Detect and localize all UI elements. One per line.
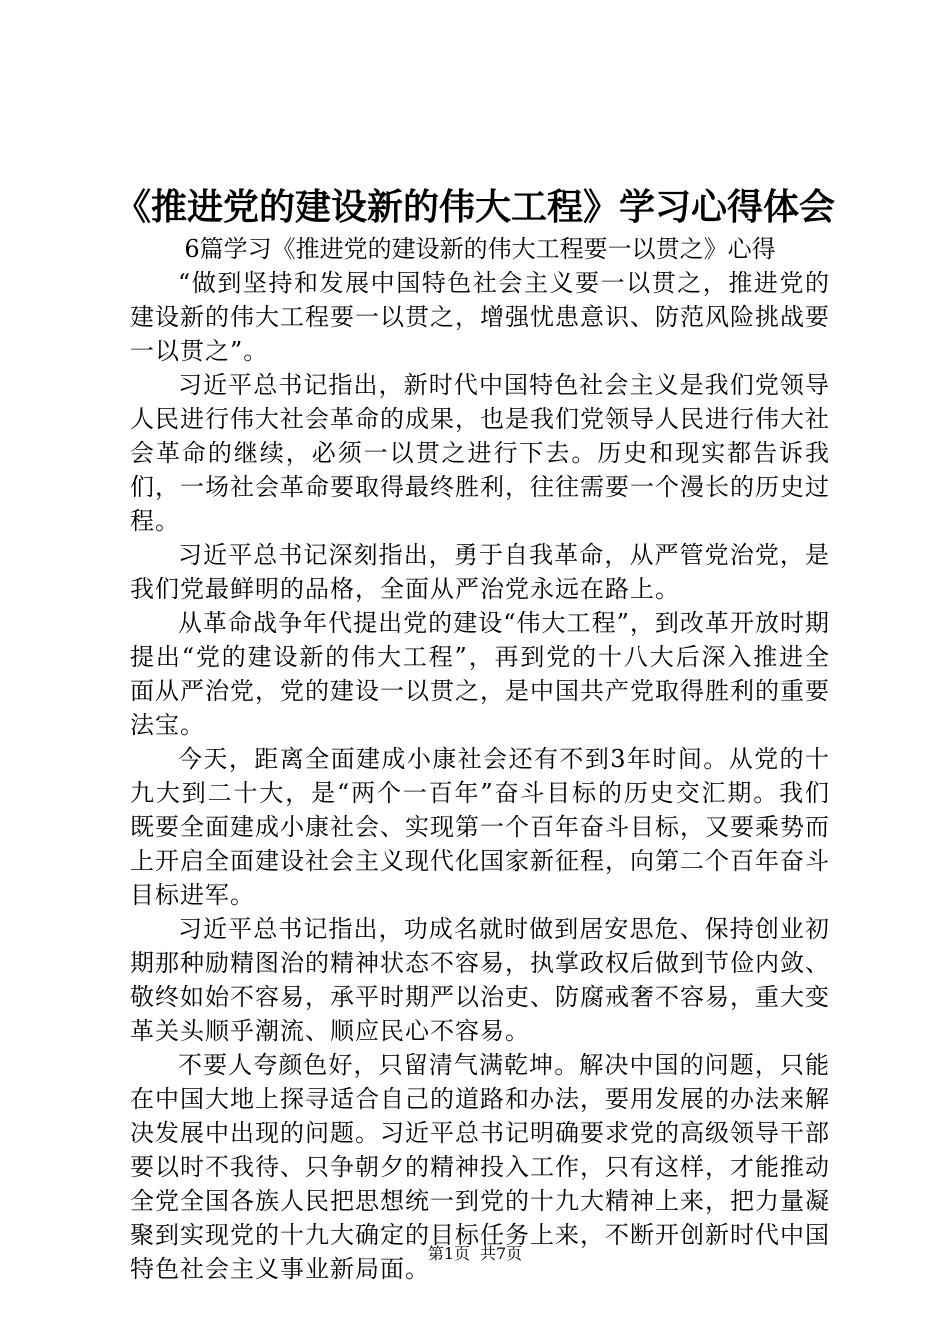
paragraph-7: 不要人夸颜色好，只留清气满乾坤。解决中国的问题，只能在中国大地上探寻适合自己的道路和办法，要用发展的办法来解决发展中出现的问题。习近平总书记明确要求党的高级领导干部要以时不我待、只争朝夕的精神投入工作，只有这样，才能推动全党全国各族人民把思想统一到党的十九大精神上来，把力量凝聚到实现党的十九大确定的目标任务上来，不断开创新时代中国特色社会主义事业新局面。: [130, 1051, 830, 1283]
page-number: 第1页: [427, 1244, 470, 1263]
page-total: 共7页: [480, 1244, 523, 1263]
paragraph-6: 习近平总书记指出，功成名就时做到居安思危、保持创业初期那种励精图治的精神状态不容易，执掌政权后做到节俭内敛、敬终如始不容易，承平时期严以治吏、防腐戒奢不容易，重大变革关头顺乎潮流、顺应民心不容易。: [130, 915, 830, 1045]
document-title: 《推进党的建设新的伟大工程》学习心得体会: [114, 187, 835, 228]
paragraph-2: 习近平总书记指出，新时代中国特色社会主义是我们党领导人民进行伟大社会革命的成果，也是我们党领导人民进行伟大社会革命的继续，必须一以贯之进行下去。历史和现实都告诉我们，一场社会革命要取得最终胜利，往往需要一个漫长的历史过程。: [130, 371, 830, 535]
paragraph-5: 今天，距离全面建成小康社会还有不到3年时间。从党的十九大到二十大，是“两个一百年”奋斗目标的历史交汇期。我们既要全面建成小康社会、实现第一个百年奋斗目标，又要乘势而上开启全面建设社会主义现代化国家新征程，向第二个百年奋斗目标进军。: [130, 745, 830, 909]
paragraph-3: 习近平总书记深刻指出，勇于自我革命，从严管党治党，是我们党最鲜明的品格，全面从严治党永远在路上。: [130, 541, 830, 603]
page-footer: [0, 1243, 950, 1265]
paragraph-4: 从革命战争年代提出党的建设“伟大工程”，到改革开放时期提出“党的建设新的伟大工程”，再到党的十八大后深入推进全面从严治党，党的建设一以贯之，是中国共产党取得胜利的重要法宝。: [130, 609, 830, 739]
document-subtitle: 6篇学习《推进党的建设新的伟大工程要一以贯之》心得: [184, 235, 776, 263]
paragraph-1: “做到坚持和发展中国特色社会主义要一以贯之，推进党的建设新的伟大工程要一以贯之，增强忧患意识、防范风险挑战要一以贯之”。: [130, 269, 830, 365]
document-body: [130, 266, 830, 1286]
